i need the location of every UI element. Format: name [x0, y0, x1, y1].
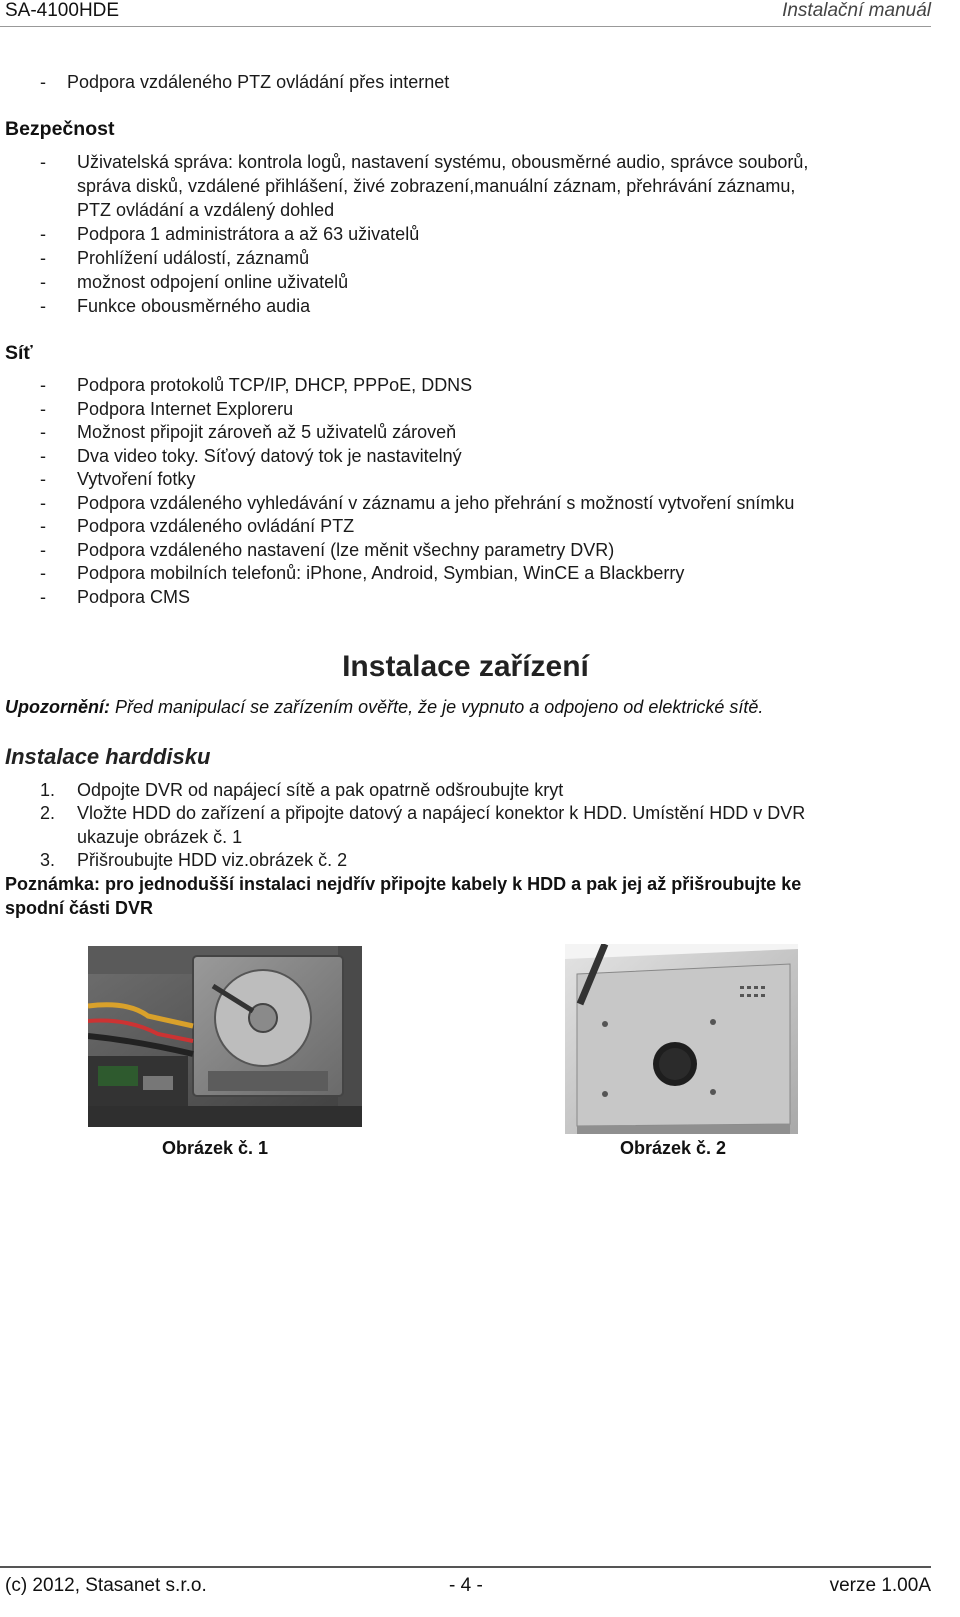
bullet-dash: - — [40, 248, 46, 268]
step-text: Přišroubujte HDD viz.obrázek č. 2 — [77, 850, 348, 870]
bullet-dash: - — [40, 563, 46, 583]
list-item: Možnost připojit zároveň až 5 uživatelů zároveň — [77, 422, 457, 442]
bullet-dash: - — [40, 516, 46, 536]
step-number: 3. — [40, 850, 56, 870]
warning-text: Před manipulací se zařízením ověřte, že je vypnuto a odpojeno od elektrické sítě. — [110, 697, 764, 717]
hdd-heading: Instalace harddisku — [5, 744, 211, 769]
list-item: Podpora protokolů TCP/IP, DHCP, PPPoE, DDNS — [77, 375, 473, 395]
note-line: Poznámka: pro jednodušší instalaci nejdřív připojte kabely k HDD a pak jej až přišroubujte ke — [5, 874, 802, 894]
bullet-dash: - — [40, 469, 46, 489]
page-number: - 4 - — [449, 1575, 483, 1596]
note-line: spodní části DVR — [5, 898, 154, 918]
list-item: Podpora CMS — [77, 587, 191, 607]
footer-version: verze 1.00A — [829, 1575, 931, 1596]
bullet-dash: - — [40, 272, 46, 292]
bullet-dash: - — [40, 375, 46, 395]
bullet-dash: - — [40, 72, 46, 92]
section-title: Instalace zařízení — [342, 650, 589, 683]
step-text: Odpojte DVR od napájecí sítě a pak opatrně odšroubujte kryt — [77, 780, 564, 800]
footer-copyright: (c) 2012, Stasanet s.r.o. — [5, 1575, 207, 1596]
step-text-continuation: ukazuje obrázek č. 1 — [77, 827, 243, 847]
bullet-dash: - — [40, 493, 46, 513]
bullet-dash: - — [40, 296, 46, 316]
security-heading: Bezpečnost — [5, 118, 115, 140]
bullet-dash: - — [40, 446, 46, 466]
step-text: Vložte HDD do zařízení a připojte datový a napájecí konektor k HDD. Umístění HDD v DVR — [77, 803, 806, 823]
list-item: Dva video toky. Síťový datový tok je nastavitelný — [77, 446, 462, 466]
list-item: Funkce obousměrného audia — [77, 296, 311, 316]
list-item: Podpora Internet Exploreru — [77, 399, 294, 419]
figure-caption-2: Obrázek č. 2 — [620, 1138, 727, 1158]
header-model: SA-4100HDE — [5, 0, 120, 21]
footer-divider — [0, 1566, 931, 1568]
list-item: Podpora vzdáleného vyhledávání v záznamu a jeho přehrání s možností vytvoření snímku — [77, 493, 795, 513]
header-doc-title: Instalační manuál — [782, 0, 931, 21]
header-divider — [0, 26, 931, 27]
list-item-continuation: PTZ ovládání a vzdálený dohled — [77, 200, 335, 220]
bullet-dash: - — [40, 399, 46, 419]
warning-line — [5, 697, 763, 718]
list-item: Podpora mobilních telefonů: iPhone, Android, Symbian, WinCE a Blackberry — [77, 563, 685, 583]
list-item: Podpora vzdáleného nastavení (lze měnit všechny parametry DVR) — [77, 540, 615, 560]
network-heading: Síť — [5, 342, 33, 364]
list-item: možnost odpojení online uživatelů — [77, 272, 349, 292]
bullet-dash: - — [40, 152, 46, 172]
list-item: Uživatelská správa: kontrola logů, nastavení systému, obousměrné audio, správce souborů, — [77, 152, 809, 172]
bullet-dash: - — [40, 422, 46, 442]
figure-caption-1: Obrázek č. 1 — [162, 1138, 269, 1158]
list-item: Prohlížení událostí, záznamů — [77, 248, 310, 268]
list-item: Vytvoření fotky — [77, 469, 196, 489]
step-number: 1. — [40, 780, 56, 800]
bullet-dash: - — [40, 540, 46, 560]
intro-item-text: Podpora vzdáleného PTZ ovládání přes internet — [67, 72, 450, 92]
hdd-installed-photo — [88, 946, 362, 1127]
list-item-continuation: správa disků, vzdálené přihlášení, živé zobrazení,manuální záznam, přehrávání záznamu, — [77, 176, 796, 196]
list-item: Podpora 1 administrátora a až 63 uživatelů — [77, 224, 420, 244]
list-item: Podpora vzdáleného ovládání PTZ — [77, 516, 355, 536]
step-number: 2. — [40, 803, 56, 823]
bullet-dash: - — [40, 224, 46, 244]
dvr-bottom-photo — [565, 944, 798, 1134]
warning-label: Upozornění: — [5, 697, 110, 717]
bullet-dash: - — [40, 587, 46, 607]
